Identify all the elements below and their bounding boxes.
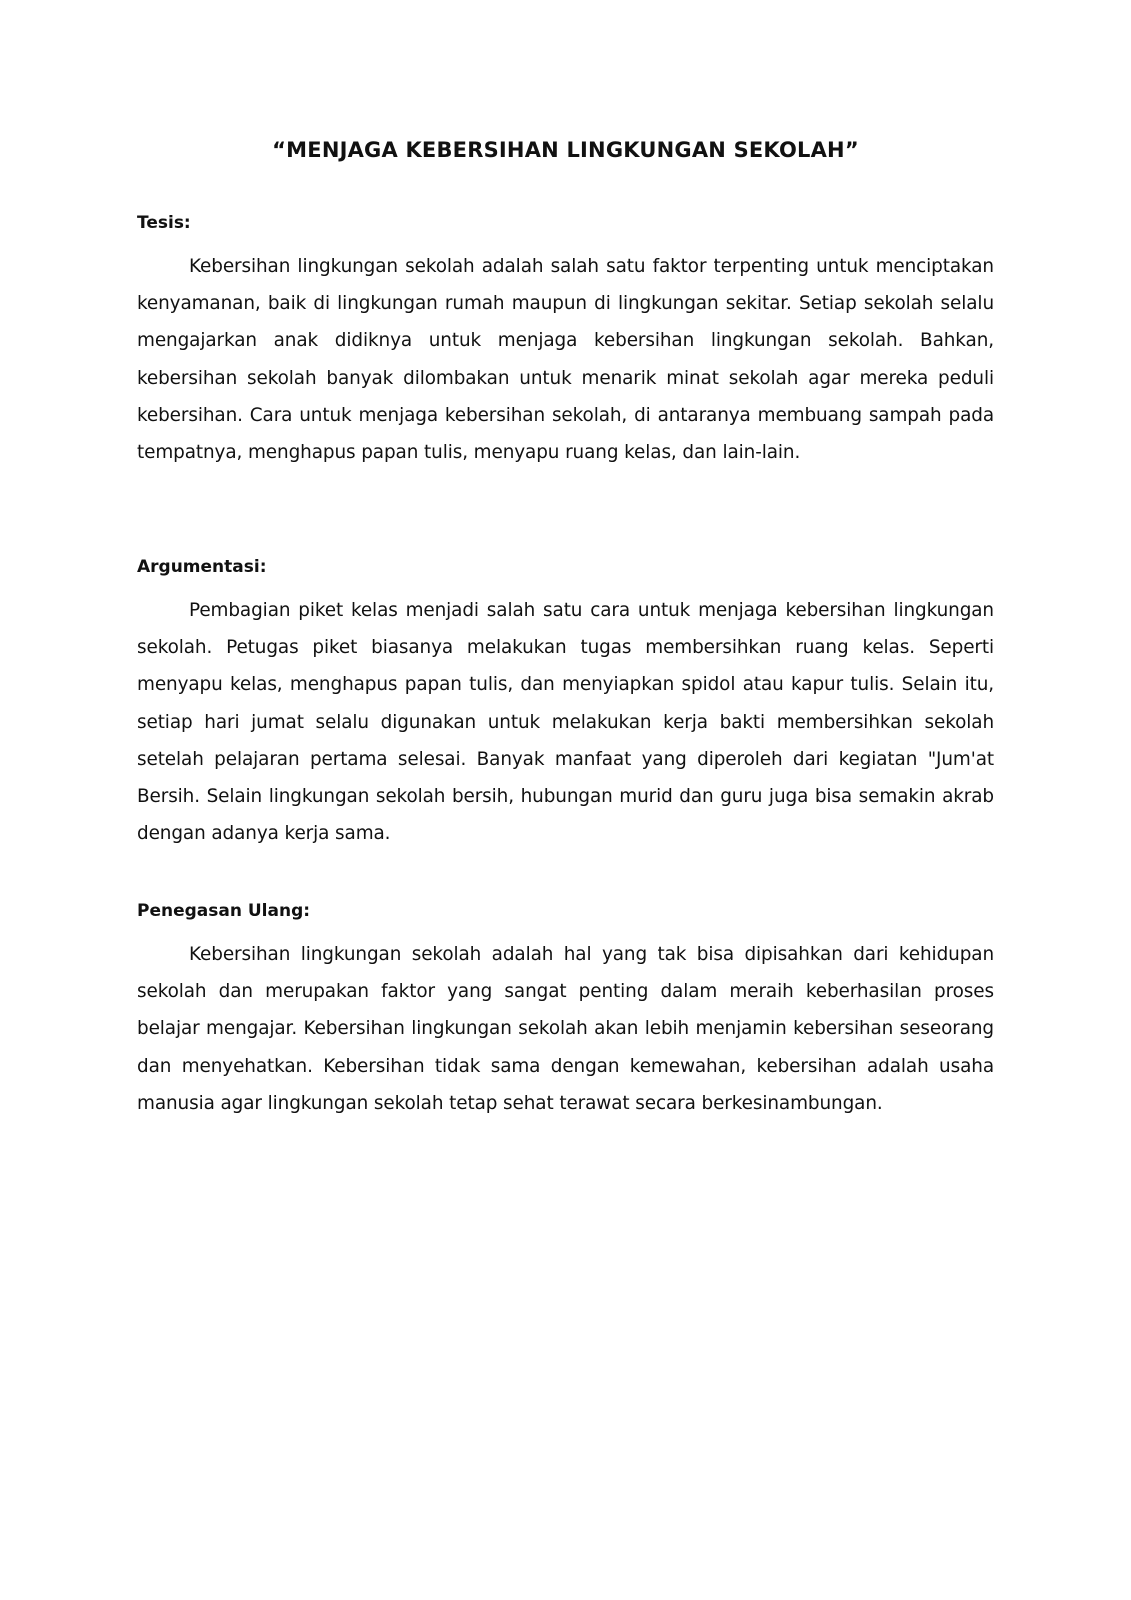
section-body-tesis: Kebersihan lingkungan sekolah adalah salah satu faktor terpenting untuk menciptakan kenyamanan, baik di lingkungan rumah maupun di lingkungan sekitar. Setiap sekolah selalu mengajarkan anak didiknya untuk menjaga kebersihan lingkungan sekolah. Bahkan, kebersihan sekolah banyak dilombakan untuk menarik minat sekolah agar mereka peduli kebersihan. Cara untuk menjaga kebersihan sekolah, di antaranya membuang sampah pada tempatnya, menghapus papan tulis, menyapu ruang kelas, dan lain-lain. (137, 256, 994, 464)
document-title: “MENJAGA KEBERSIHAN LINGKUNGAN SEKOLAH” (272, 138, 859, 162)
section-penegasan-ulang (137, 900, 994, 1122)
section-body-penegasan-ulang: Kebersihan lingkungan sekolah adalah hal yang tak bisa dipisahkan dari kehidupan sekolah dan merupakan faktor yang sangat penting dalam meraih keberhasilan proses belajar mengajar. Kebersihan lingkungan sekolah akan lebih menjamin kebersihan seseorang dan menyehatkan. Kebersihan tidak sama dengan kemewahan, kebersihan adalah usaha manusia agar lingkungan sekolah tetap sehat terawat secara berkesinambungan. (137, 944, 994, 1114)
section-body-argumentasi: Pembagian piket kelas menjadi salah satu cara untuk menjaga kebersihan lingkungan sekolah. Petugas piket biasanya melakukan tugas membersihkan ruang kelas. Seperti menyapu kelas, menghapus papan tulis, dan menyiapkan spidol atau kapur tulis. Selain itu, setiap hari jumat selalu digunakan untuk melakukan kerja bakti membersihkan sekolah setelah pelajaran pertama selesai. Banyak manfaat yang diperoleh dari kegiatan "Jum'at Bersih. Selain lingkungan sekolah bersih, hubungan murid dan guru juga bisa semakin akrab dengan adanya kerja sama. (137, 600, 994, 845)
section-heading-tesis: Tesis: (137, 213, 191, 233)
section-heading-penegasan-ulang: Penegasan Ulang: (137, 901, 311, 921)
section-argumentasi (137, 556, 994, 852)
section-tesis (137, 212, 994, 471)
section-heading-argumentasi: Argumentasi: (137, 557, 267, 577)
